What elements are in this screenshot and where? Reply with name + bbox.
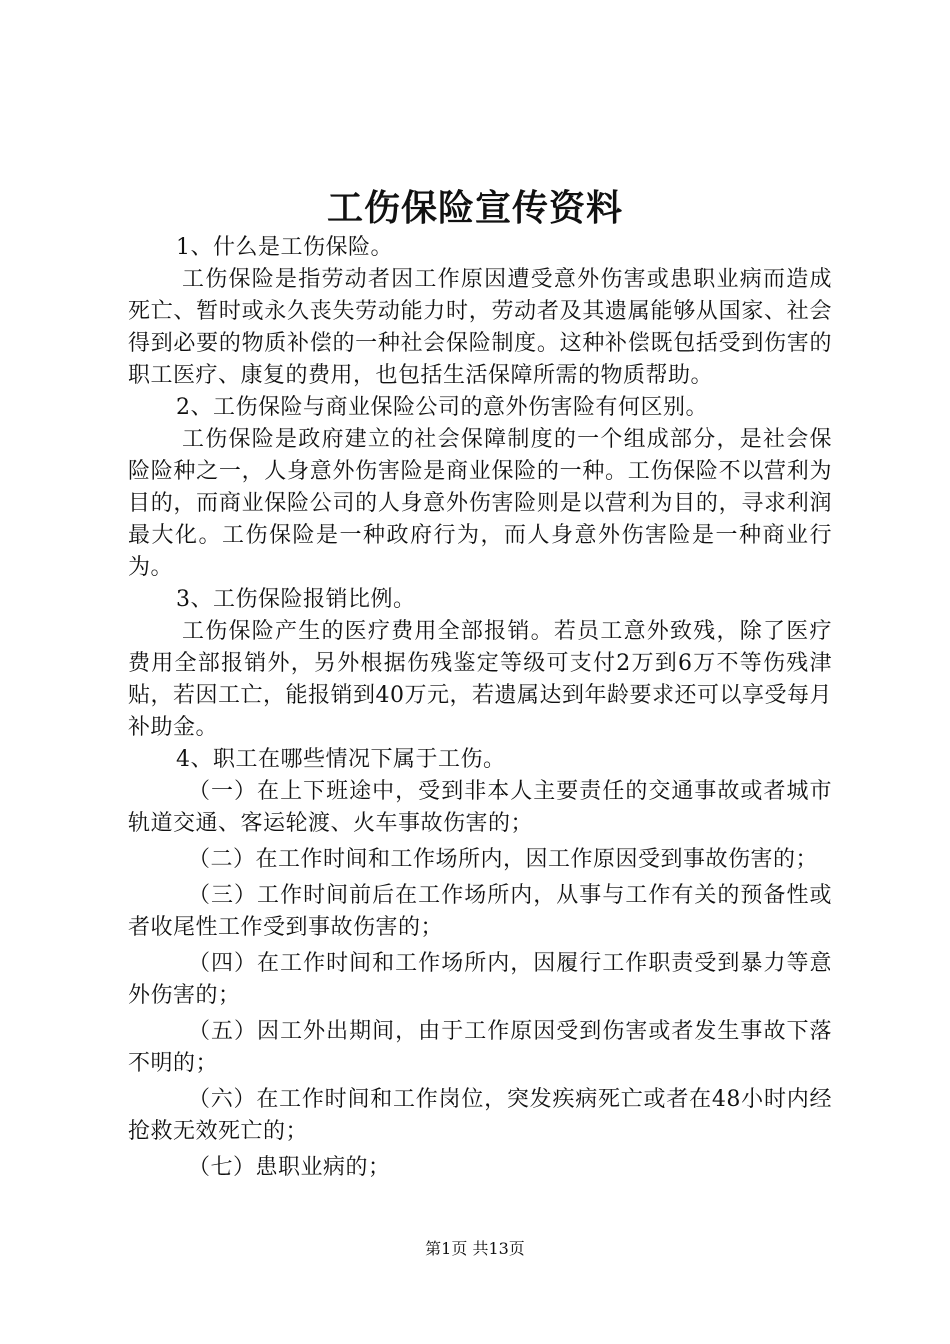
section-heading-4: 4、职工在哪些情况下属于工伤。 (176, 747, 506, 772)
page-footer: 第1页 共13页 (425, 1239, 525, 1258)
list-item: （二）在工作时间和工作场所内，因工作原因受到事故伤害的； (188, 847, 819, 872)
section-paragraph-2: 工伤保险是政府建立的社会保障制度的一个组成部分，是社会保险险种之一，人身意外伤害险是商业保险的一种。工伤保险不以营利为目的，而商业保险公司的人身意外伤害险则是以营利为目的，寻求利润最大化。工伤保险是一种政府行为，而人身意外伤害险是一种商业行为。 (128, 427, 832, 580)
section-heading-3: 3、工伤保险报销比例。 (176, 587, 416, 612)
section-paragraph-1: 工伤保险是指劳动者因工作原因遭受意外伤害或患职业病而造成死亡、暂时或永久丧失劳动能力时，劳动者及其遗属能够从国家、社会得到必要的物质补偿的一种社会保险制度。这种补偿既包括受到伤害的职工医疗、康复的费用，也包括生活保障所需的物质帮助。 (128, 267, 832, 388)
list-item: （三）工作时间前后在工作场所内，从事与工作有关的预备性或者收尾性工作受到事故伤害的； (128, 883, 832, 940)
list-item: （五）因工外出期间，由于工作原因受到伤害或者发生事故下落不明的； (128, 1019, 832, 1076)
list-item: （六）在工作时间和工作岗位，突发疾病死亡或者在48小时内经抢救无效死亡的； (128, 1087, 832, 1144)
list-item: （四）在工作时间和工作场所内，因履行工作职责受到暴力等意外伤害的； (128, 951, 832, 1008)
list-item: （七）患职业病的； (188, 1155, 391, 1180)
section-heading-1: 1、什么是工伤保险。 (176, 235, 393, 260)
document-body (128, 232, 832, 1184)
list-item: （一）在上下班途中，受到非本人主要责任的交通事故或者城市轨道交通、客运轮渡、火车事故伤害的； (128, 779, 832, 836)
section-paragraph-3: 工伤保险产生的医疗费用全部报销。若员工意外致残，除了医疗费用全部报销外，另外根据伤残鉴定等级可支付2万到6万不等伤残津贴，若因工亡，能报销到40万元，若遗属达到年龄要求还可以享受每月补助金。 (128, 619, 832, 740)
section-heading-2: 2、工伤保险与商业保险公司的意外伤害险有何区别。 (176, 395, 708, 420)
page-title: 工伤保险宣传资料 (326, 187, 623, 229)
